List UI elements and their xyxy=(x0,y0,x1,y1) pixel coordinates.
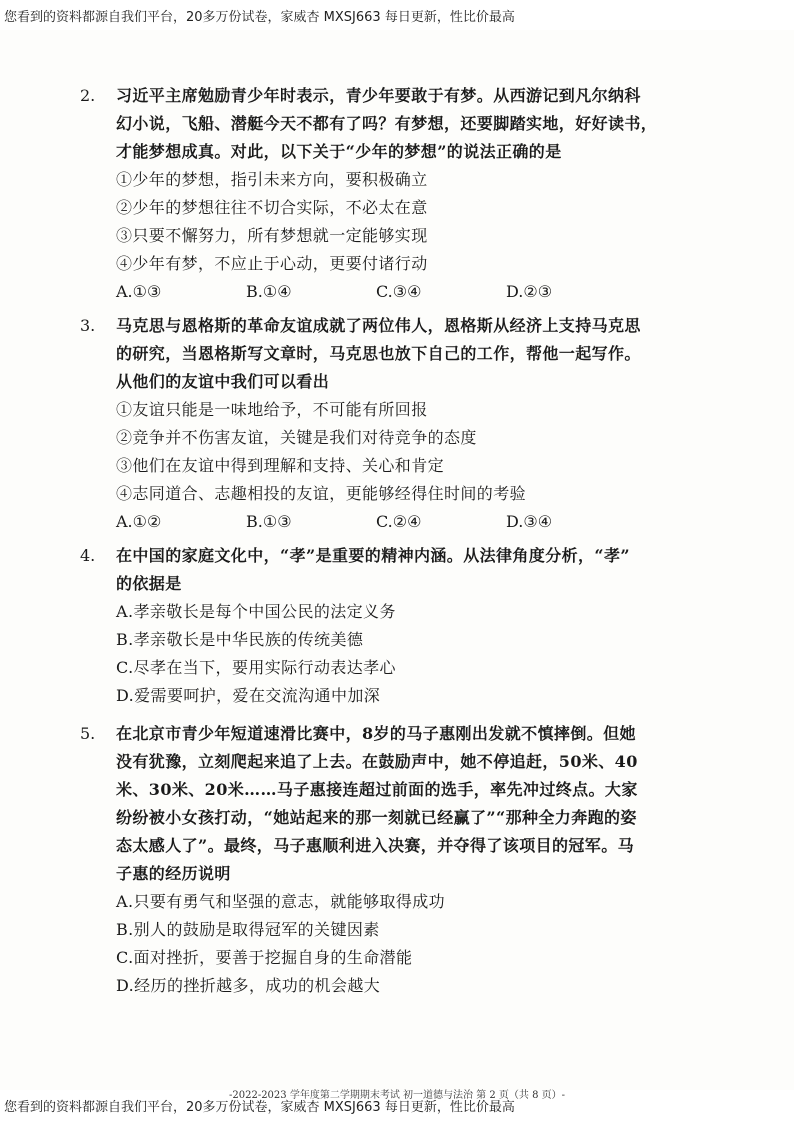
choice-a: A.孝亲敬长是每个中国公民的法定义务 xyxy=(116,602,396,621)
options-row xyxy=(116,508,730,536)
stem-line: 从他们的友谊中我们可以看出 xyxy=(116,372,330,391)
statement-4: ④少年有梦，不应止于心动，更要付诸行动 xyxy=(116,254,428,273)
statement-2: ②少年的梦想往往不切合实际，不必太在意 xyxy=(116,198,428,217)
question-3 xyxy=(80,312,730,536)
statement-1: ①友谊只能是一味地给予，不可能有所回报 xyxy=(116,400,428,419)
statement-3: ③只要不懈努力，所有梦想就一定能够实现 xyxy=(116,226,428,245)
question-4 xyxy=(80,542,730,710)
option-b: B.①④ xyxy=(246,282,292,301)
stem-line: 米、30米、20米……马子惠接连超过前面的选手，率先冲过终点。大家 xyxy=(116,780,638,799)
question-number: 4. xyxy=(80,546,96,565)
question-stem xyxy=(116,542,730,598)
stem-line: 才能梦想成真。对此，以下关于“少年的梦想”的说法正确的是 xyxy=(116,142,562,161)
stem-line: 子惠的经历说明 xyxy=(116,864,231,883)
option-d: D.③④ xyxy=(506,512,553,531)
choice-c: C.面对挫折，要善于挖掘自身的生命潜能 xyxy=(116,948,413,967)
exam-page xyxy=(0,30,794,1101)
option-a: A.①③ xyxy=(116,282,162,301)
choice-b: B.别人的鼓励是取得冠军的关键因素 xyxy=(116,920,380,939)
bottom-watermark-banner: 您看到的资料都源自我们平台，20多万份试卷，家威杏 MXSJ663 每日更新，性比价最高 xyxy=(4,1100,515,1115)
stem-line: 在北京市青少年短道速滑比赛中，8岁的马子惠刚出发就不慎摔倒。但她 xyxy=(116,724,636,743)
choice-d: D.爱需要呵护，爱在交流沟通中加深 xyxy=(116,686,381,705)
option-b: B.①③ xyxy=(246,512,292,531)
page-footer: -2022-2023 学年度第二学期期末考试 初一道德与法治 第 2 页（共 8 页）- xyxy=(228,1090,565,1101)
question-stem xyxy=(116,82,730,166)
choice-d: D.经历的挫折越多，成功的机会越大 xyxy=(116,976,381,995)
option-c: C.③④ xyxy=(376,282,422,301)
question-stem xyxy=(116,312,730,396)
stem-line: 马克思与恩格斯的革命友谊成就了两位伟人，恩格斯从经济上支持马克思 xyxy=(116,316,641,335)
stem-line: 习近平主席勉励青少年时表示，青少年要敢于有梦。从西游记到凡尔纳科 xyxy=(116,86,641,105)
options-row xyxy=(116,278,730,306)
question-stem xyxy=(116,720,730,888)
question-number: 5. xyxy=(80,724,96,743)
stem-line: 的研究，当恩格斯写文章时，马克思也放下自己的工作，帮他一起写作。 xyxy=(116,344,641,363)
statement-4: ④志同道合、志趣相投的友谊，更能够经得住时间的考验 xyxy=(116,484,527,503)
option-c: C.②④ xyxy=(376,512,422,531)
statement-3: ③他们在友谊中得到理解和支持、关心和肯定 xyxy=(116,456,445,475)
question-number: 3. xyxy=(80,316,96,335)
question-number: 2. xyxy=(80,86,96,105)
stem-line: 态太感人了”。最终，马子惠顺利进入决赛，并夺得了该项目的冠军。马 xyxy=(116,836,635,855)
statement-1: ①少年的梦想，指引未来方向，要积极确立 xyxy=(116,170,428,189)
question-2 xyxy=(80,82,730,306)
stem-line: 纷纷被小女孩打动，“她站起来的那一刻就已经赢了”“那种全力奔跑的姿 xyxy=(116,808,637,827)
stem-line: 没有犹豫，立刻爬起来追了上去。在鼓励声中，她不停追赶，50米、40 xyxy=(116,752,638,771)
choice-a: A.只要有勇气和坚强的意志，就能够取得成功 xyxy=(116,892,446,911)
stem-line: 幻小说，飞船、潜艇今天不都有了吗？有梦想，还要脚踏实地，好好读书， xyxy=(116,114,658,133)
stem-line: 的依据是 xyxy=(116,574,182,593)
stem-line: 在中国的家庭文化中，“孝”是重要的精神内涵。从法律角度分析，“孝” xyxy=(116,546,631,565)
option-a: A.①② xyxy=(116,512,162,531)
choice-c: C.尽孝在当下，要用实际行动表达孝心 xyxy=(116,658,396,677)
option-d: D.②③ xyxy=(506,282,553,301)
question-5 xyxy=(80,720,730,1000)
choice-b: B.孝亲敬长是中华民族的传统美德 xyxy=(116,630,364,649)
statement-2: ②竞争并不伤害友谊，关键是我们对待竞争的态度 xyxy=(116,428,477,447)
top-watermark-banner: 您看到的资料都源自我们平台，20多万份试卷，家威杏 MXSJ663 每日更新，性比价最高 xyxy=(4,10,515,25)
